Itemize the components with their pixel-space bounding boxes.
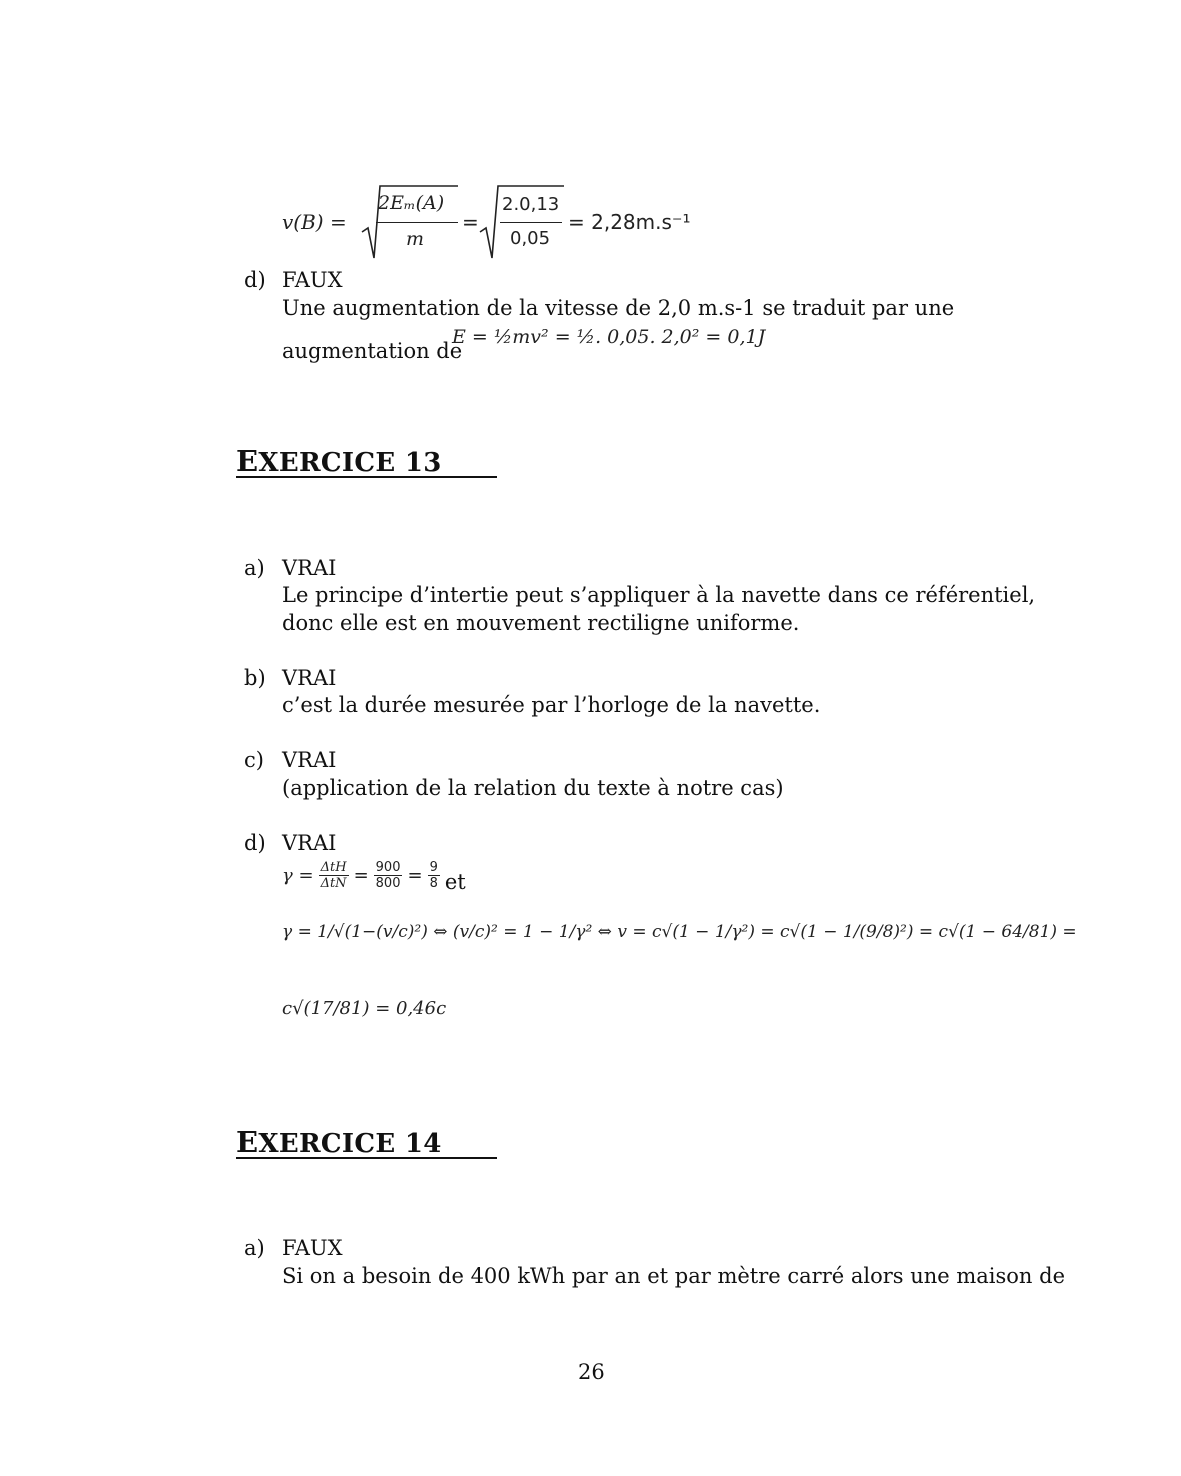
item-text-line: augmentation de (282, 339, 463, 363)
title-initial: E (236, 444, 259, 478)
item-answer: FAUX (282, 268, 343, 292)
fraction-numerator: 900 (375, 859, 401, 875)
title-initial: E (236, 1125, 259, 1159)
item-label: c) (244, 748, 264, 772)
equation-vB-frac1-num: 2Eₘ(A) (378, 192, 445, 214)
item-label: b) (244, 666, 266, 690)
item-text-line: c’est la durée mesurée par l’horloge de la navette. (282, 693, 821, 717)
velocity-result: c√(17/81) = 0,46c (282, 998, 447, 1019)
section-title-exercice-14 (236, 1125, 442, 1159)
fraction-numerator: ΔtH (320, 859, 347, 875)
conjunction-text: et (444, 870, 466, 894)
fraction-denominator: ΔtN (320, 875, 347, 891)
equation-vB (282, 182, 722, 260)
item-label: d) (244, 831, 266, 855)
equation-vB-lhs: v(B) = (282, 210, 347, 234)
equation-vB-frac2-num: 2.0,13 (502, 194, 560, 215)
item-label: d) (244, 268, 266, 292)
fraction-bar (376, 222, 458, 223)
item-text-line: Le principe d’intertie peut s’appliquer à la navette dans ce référentiel, (282, 583, 1036, 607)
fraction-denominator: 8 (429, 875, 438, 891)
item-text-line: (application de la relation du texte à notre cas) (282, 776, 784, 800)
fraction-900-800 (374, 861, 403, 890)
equation-vB-eq: = (462, 210, 479, 234)
equation-vB-result: = 2,28m.s⁻¹ (568, 210, 691, 234)
item-label: a) (244, 556, 265, 580)
fraction-9-8 (428, 861, 440, 890)
item-text-line: Une augmentation de la vitesse de 2,0 m.s-1 se traduit par une (282, 296, 955, 320)
item-answer: VRAI (282, 748, 337, 772)
item-answer: VRAI (282, 556, 337, 580)
page-number: 26 (578, 1360, 605, 1384)
title-underline (236, 476, 497, 478)
item-answer: VRAI (282, 831, 337, 855)
title-rest: XERCICE 13 (258, 448, 442, 478)
velocity-derivation: γ = 1/√(1−(v/c)²) ⇔ (v/c)² = 1 − 1/γ² ⇔ v = c√(1 − 1/γ²) = c√(1 − 1/(9/8)²) = c√(1 − 64/81) = (282, 922, 1077, 942)
item-label: a) (244, 1236, 265, 1260)
section-title-exercice-13 (236, 444, 442, 478)
equals-sign: = (353, 864, 369, 886)
gamma-equation (282, 852, 466, 898)
gamma-symbol: γ = (282, 864, 314, 886)
fraction-delta-t (319, 861, 349, 890)
fraction-numerator: 9 (429, 859, 438, 875)
title-rest: XERCICE 14 (258, 1129, 442, 1159)
item-answer: VRAI (282, 666, 337, 690)
title-underline (236, 1157, 497, 1159)
equation-vB-frac2-den: 0,05 (510, 228, 551, 249)
fraction-denominator: 800 (375, 875, 401, 891)
energy-formula: E = ½mv² = ½. 0,05. 2,0² = 0,1J (452, 326, 766, 348)
item-text-line: Si on a besoin de 400 kWh par an et par mètre carré alors une maison de (282, 1264, 1065, 1288)
equation-vB-frac1-den: m (406, 228, 425, 250)
item-text-line: donc elle est en mouvement rectiligne uniforme. (282, 611, 800, 635)
item-answer: FAUX (282, 1236, 343, 1260)
equals-sign: = (407, 864, 423, 886)
fraction-bar (500, 222, 562, 223)
